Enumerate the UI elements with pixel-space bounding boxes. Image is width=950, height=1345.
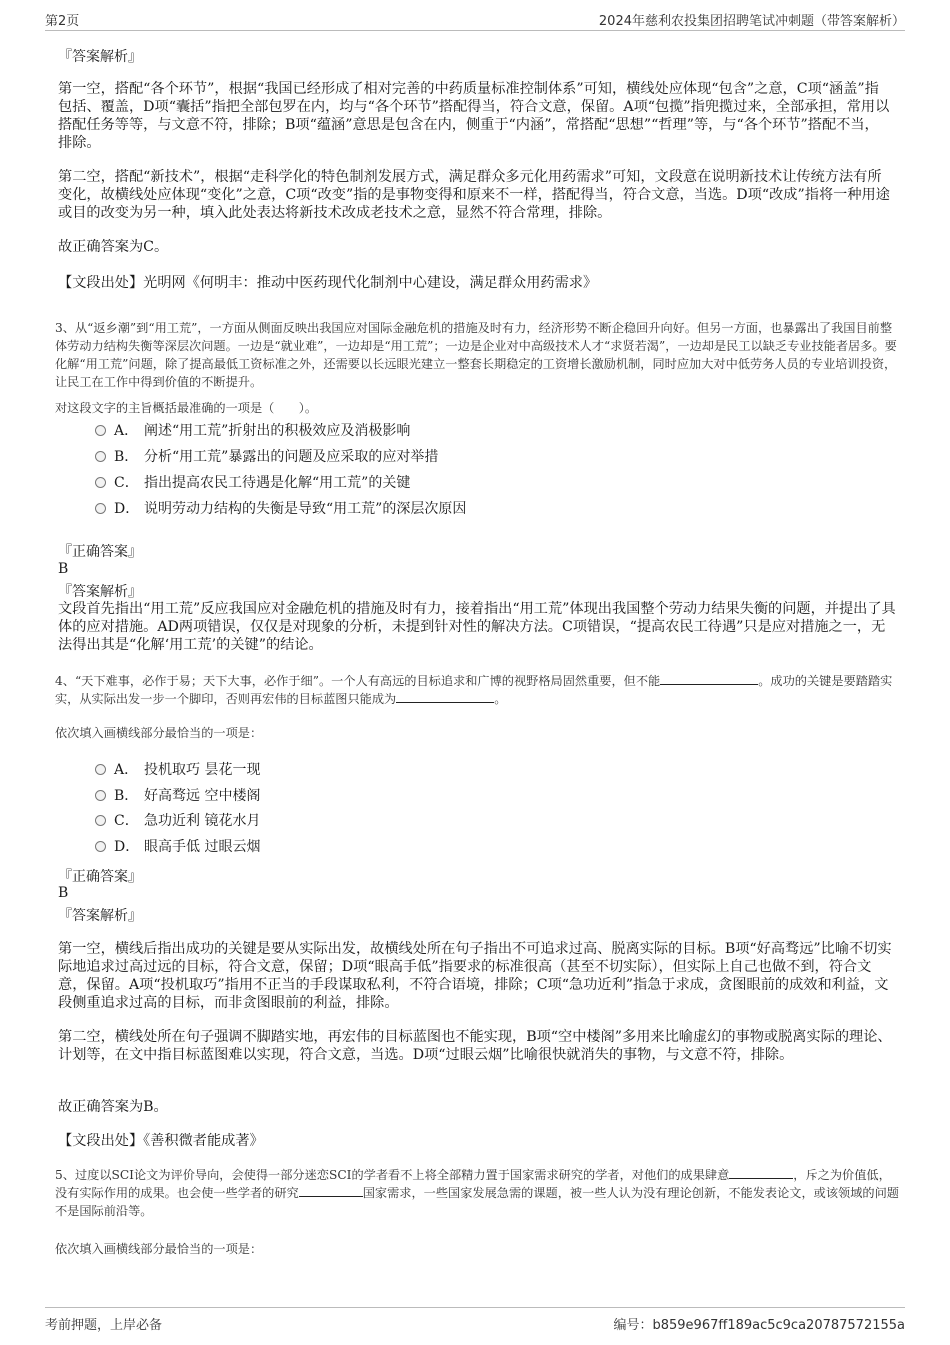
radio-icon[interactable] — [95, 790, 106, 801]
q3-ask: 对这段文字的主旨概括最准确的一项是（ ）。 — [55, 401, 318, 415]
footer-slogan: 考前押题，上岸必备 — [45, 1318, 163, 1333]
q4-analysis-para1: 第一空，横线后指出成功的关键是要从实际出发，故横线处所在句子指出不可追求过高、脱离实际的目标。B项“好高骛远”比喻不切实际地追求过高过远的目标，符合文意，保留；D项“眼高手低”指要求的标准很高（甚至不切实际），但实际上自己也做不到，符合文意，保留。A项“投机取巧”指用不正当的手段谋取私利，不符合语境，排除；C项“急功近利”指急于求成，贪图眼前的成效和利益，文段侧重追求过高的目标，而非贪图眼前的利益，排除。 — [58, 941, 892, 1011]
q2-source: 【文段出处】光明网《何明丰：推动中医药现代化制剂中心建设，满足群众用药需求》 — [58, 275, 598, 291]
q3-analysis-label: 『答案解析』 — [58, 584, 142, 600]
radio-icon[interactable] — [95, 841, 106, 852]
q4-option-b[interactable]: B． 好高骛远 空中楼阁 — [95, 787, 260, 805]
q4-correct-label: 『正确答案』 — [58, 869, 142, 885]
q2-analysis-para2: 第二空，搭配“新技术”，根据“走科学化的特色制剂发展方式，满足群众多元化用药需求”可知，文段意在说明新技术让传统方法有所变化，故横线处应体现“变化”之意，C项“改变”指的是事物变得和原来不一样，搭配得当，符合文意，当选。D项“改成”指将一种用途或目的改变为另一种，填入此处表达将新技术改成老技术之意，显然不符合常理，排除。 — [58, 169, 890, 221]
q3-stem: 3、从“返乡潮”到“用工荒”，一方面从侧面反映出我国应对国际金融危机的措施及时有力，经济形势不断企稳回升向好。但另一方面，也暴露出了我国目前整体劳动力结构失衡等深层次问题。一边是“就业难”，一边却是“用工荒”；一边是企业对中高级技术人才“求贤若渴”，一边却是民工以缺乏专业技能者居多。要化解“用工荒”问题，除了提高最低工资标准之外，还需要以长远眼光建立一整套长期稳定的工资增长激励机制，同时应加大对中低劳务人员的专业培训投资，让民工在工作中得到价值的不断提升。 — [55, 321, 897, 389]
q3-option-d[interactable]: D． 说明劳动力结构的失衡是导致“用工荒”的深层次原因 — [95, 500, 466, 518]
page-number: 第2页 — [45, 14, 80, 29]
q4-option-a[interactable]: A． 投机取巧 昙花一现 — [95, 761, 260, 779]
q4-option-d[interactable]: D． 眼高手低 过眼云烟 — [95, 838, 260, 856]
blank-1 — [729, 1166, 793, 1179]
q3-option-c[interactable]: C． 指出提高农民工待遇是化解“用工荒”的关键 — [95, 474, 410, 492]
q3-analysis: 文段首先指出“用工荒”反应我国应对金融危机的措施及时有力，接着指出“用工荒”体现出我国整个劳动力结果失衡的问题，并提出了具体的应对措施。AD两项错误，仅仅是对现象的分析，未提到针对性的解决方法。C项错误，“提高农民工待遇”只是应对措施之一，无法得出其是“化解‘用工荒’的关键”的结论。 — [58, 601, 896, 653]
radio-icon[interactable] — [95, 477, 106, 488]
q5-stem: 5、过度以SCI论文为评价导向，会使得一部分迷恋SCI的学者看不上将全部精力置于国家需求研究的学者，对他们的成果肆意 ，斥之为价值低，没有实际作用的成果。也会使一些学者的研究 国家需求，一些国家发展急需的课题，被一些人认为没有理论创新，不能发表论文，或该领域的问题不是国际前沿等。 — [55, 1168, 899, 1218]
radio-icon[interactable] — [95, 503, 106, 514]
page-footer — [45, 1307, 905, 1333]
document-title: 2024年慈利农投集团招聘笔试冲刺题（带答案解析） — [598, 14, 905, 29]
q2-analysis-label: 『答案解析』 — [58, 49, 142, 65]
blank-2 — [396, 690, 494, 703]
q4-analysis-label: 『答案解析』 — [58, 908, 142, 924]
radio-icon[interactable] — [95, 451, 106, 462]
q4-source: 【文段出处】《善积微者能成著》 — [58, 1133, 264, 1149]
q4-ask: 依次填入画横线部分最恰当的一项是： — [55, 726, 263, 740]
q4-analysis-para2: 第二空，横线处所在句子强调不脚踏实地，再宏伟的目标蓝图也不能实现，B项“空中楼阁”多用来比喻虚幻的事物或脱离实际的理论、计划等，在文中指目标蓝图难以实现，符合文意，当选。D项“过眼云烟”比喻很快就消失的事物，与文意不符，排除。 — [58, 1029, 892, 1063]
q4-option-c[interactable]: C． 急功近利 镜花水月 — [95, 812, 260, 830]
q3-option-b[interactable]: B． 分析“用工荒”暴露出的问题及应采取的应对举措 — [95, 448, 438, 466]
q2-conclusion: 故正确答案为C。 — [58, 239, 169, 255]
q3-correct-label: 『正确答案』 — [58, 544, 142, 560]
radio-icon[interactable] — [95, 764, 106, 775]
page-header — [45, 10, 905, 31]
blank-1 — [660, 672, 758, 685]
radio-icon[interactable] — [95, 425, 106, 436]
q4-conclusion: 故正确答案为B。 — [58, 1099, 168, 1115]
blank-2 — [299, 1184, 363, 1197]
radio-icon[interactable] — [95, 815, 106, 826]
q3-option-a[interactable]: A． 阐述“用工荒”折射出的积极效应及消极影响 — [95, 422, 410, 440]
footer-code: 编号：b859e967ff189ac5c9ca20787572155a — [613, 1318, 905, 1333]
q4-stem: 4、“天下难事，必作于易；天下大事，必作于细”。一个人有高远的目标追求和广博的视野格局固然重要，但不能 。成功的关键是要踏踏实实，从实际出发一步一个脚印，否则再宏伟的目标蓝图只能成为 。 — [55, 674, 893, 706]
q3-answer: B — [58, 561, 69, 577]
q5-ask: 依次填入画横线部分最恰当的一项是： — [55, 1242, 263, 1256]
q4-answer: B — [58, 885, 69, 901]
q2-analysis-para1: 第一空，搭配“各个环节”，根据“我国已经形成了相对完善的中药质量标准控制体系”可知，横线处应体现“包含”之意，C项“涵盖”指包括、覆盖，D项“囊括”指把全部包罗在内，均与“各个环节”搭配得当，符合文意，保留。A项“包揽”指兜揽过来，全部承担，常用以搭配任务等等，与文意不符，排除；B项“蕴涵”意思是包含在内，侧重于“内涵”，常搭配“思想”“哲理”等，与“各个环节”搭配不当，排除。 — [58, 81, 890, 151]
